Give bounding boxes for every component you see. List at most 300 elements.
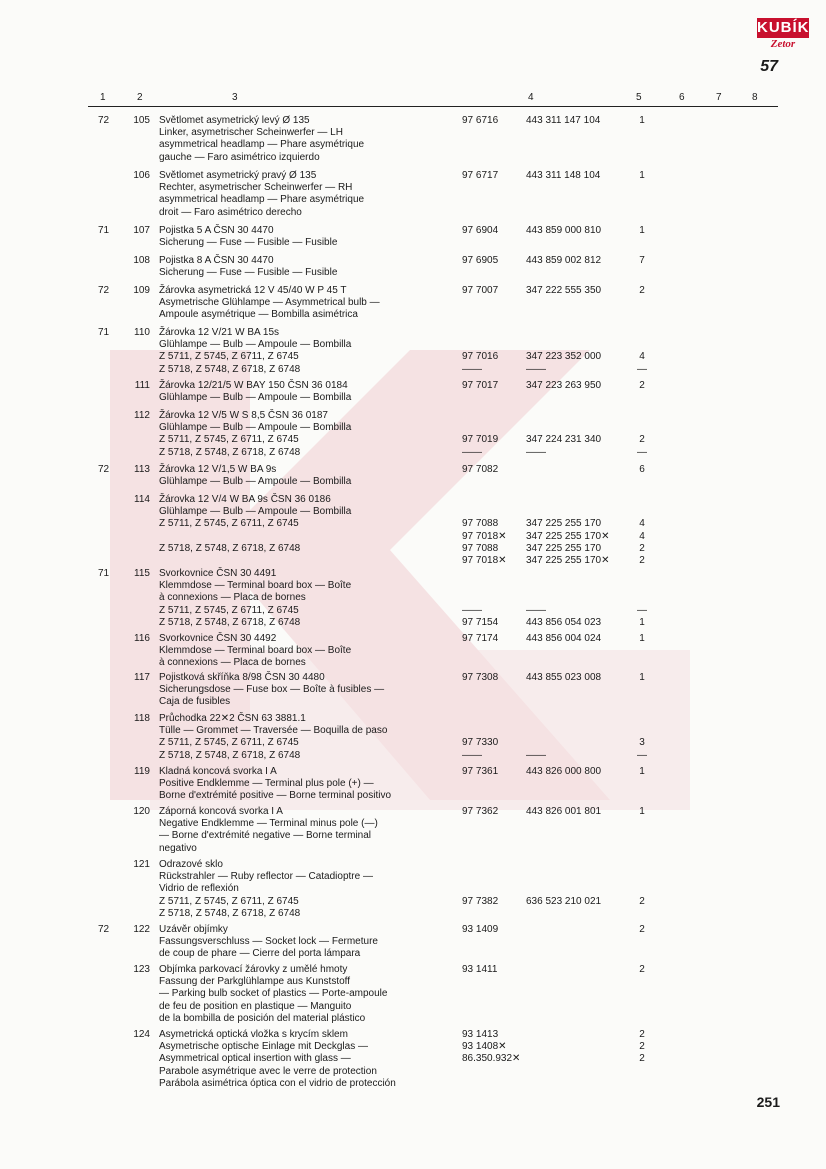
catalog-number-line: 347 225 255 170 [526,542,602,554]
quantity [632,225,652,237]
illustration-number: 71 [98,568,110,579]
part-description [159,285,459,322]
part-number [462,170,518,182]
part-number [462,410,518,459]
part-description-line: Světlomet asymetrický pravý Ø 135 [159,170,317,181]
part-description [159,806,459,855]
catalog-number-line [526,580,626,592]
part-description-line: Parabole asymétrique avec le verre de protection [159,1065,377,1077]
part-number-line: 86.350.932✕ [462,1053,521,1065]
part-description-line: Pojistka 5 A ČSN 30 4470 [159,225,274,236]
part-description [159,672,459,709]
quantity-line: 6 [639,464,645,475]
part-description-line: Sicherung — Fuse — Fusible — Fusible [159,237,338,249]
part-description-line: Asymetrische optische Einlage mit Deckglas — [159,1041,368,1053]
part-description-line: Tülle — Grommet — Traversée — Boquilla de paso [159,725,388,737]
quantity-line: 2 [639,924,645,935]
quantity [632,633,652,645]
part-number-line: 97 7016 [462,351,499,363]
part-number-line: 97 6716 [462,115,499,126]
part-description-line: Rechter, asymetrischer Scheinwerfer — RH [159,182,353,194]
item-number: 112 [134,410,150,421]
catalog-number-line: 347 224 231 340 [526,434,602,446]
quantity [632,285,652,297]
catalog-number [526,633,626,645]
catalog-number-line: 443 859 002 812 [526,255,602,266]
part-description [159,964,459,1025]
catalog-number-line [526,494,626,506]
part-description-line: Světlomet asymetrický levý Ø 135 [159,115,310,126]
part-description-line: de coup de phare — Cierre del porta lámpara [159,948,361,960]
quantity-line [632,580,652,592]
sheet-number: 57 [760,58,778,75]
quantity [632,327,652,376]
illustration-number: 71 [98,327,110,338]
item-number: 123 [133,964,150,975]
catalog-number-line [526,506,626,518]
part-description-line: Objímka parkovací žárovky z umělé hmoty [159,964,348,975]
part-description [159,410,459,459]
part-number-line: 97 7361 [462,766,499,777]
quantity-line [632,908,652,920]
brand-logo [757,18,809,60]
catalog-number-line [526,327,626,339]
part-description [159,766,459,803]
quantity [632,672,652,684]
part-description-line: Žárovka 12 V/5 W S 8,5 ČSN 36 0187 [159,410,328,421]
part-number [462,766,518,778]
part-description-line: Pojistka 8 A ČSN 30 4470 [159,255,274,266]
part-number-line: 97 7382 [462,895,499,907]
catalog-number-line [526,410,626,422]
catalog-number-line: 347 222 555 350 [526,285,602,296]
catalog-number [526,713,626,762]
quantity-line: 2 [639,895,645,907]
catalog-number-line: 636 523 210 021 [526,895,602,907]
part-number-line [462,339,518,351]
part-description-line: Asymetrische Glühlampe — Asymmetrical bulb — [159,297,380,309]
illustration-number: 72 [98,924,110,935]
quantity [632,964,652,976]
page-number: 251 [756,1094,780,1110]
item-number: 111 [134,380,150,391]
quantity-line: 2 [639,1053,645,1065]
part-description-line: Z 5718, Z 5748, Z 6718, Z 6748 [159,363,301,375]
quantity-line: 2 [639,285,645,296]
catalog-number-line [526,871,626,883]
part-description-line: Parábola asimétrica óptica con el vidrio de protección [159,1077,396,1089]
part-number-line: 97 7019 [462,434,499,446]
part-description-line: Z 5711, Z 5745, Z 6711, Z 6745 [159,351,299,363]
item-number: 116 [134,633,150,644]
column-header-3: 3 [232,92,238,103]
part-description-line: Průchodka 22✕2 ČSN 63 3881.1 [159,713,306,724]
quantity-line: 1 [639,672,645,683]
quantity-line [632,568,652,580]
part-number-line: 97 7174 [462,633,499,644]
catalog-number [526,225,626,237]
item-number: 108 [133,255,150,266]
quantity-line: — [637,749,647,761]
part-description-line: Rückstrahler — Ruby reflector — Catadioptre — [159,871,373,883]
part-description-line: Z 5718, Z 5748, Z 6718, Z 6748 [159,542,301,554]
illustration-number: 72 [98,464,110,475]
catalog-number-line: 443 826 000 800 [526,766,602,777]
part-number [462,1029,521,1066]
quantity [632,464,652,476]
quantity-line: 2 [639,1029,645,1040]
part-number-line: —— [462,363,482,375]
part-number [462,964,518,976]
catalog-number-line: 347 223 263 950 [526,380,602,391]
part-description-line: de la bombilla de posición del material plástico [159,1012,366,1024]
part-number [462,225,518,237]
quantity-line: 4 [639,518,645,530]
part-description [159,225,459,249]
catalog-number [526,115,626,127]
catalog-number [526,255,626,267]
catalog-number [526,568,626,629]
part-description-line: Z 5711, Z 5745, Z 6711, Z 6745 [159,737,299,749]
part-description-line: Z 5718, Z 5748, Z 6718, Z 6748 [159,616,301,628]
part-description-line: Vidrio de reflexión [159,883,239,895]
item-number: 119 [134,766,150,777]
part-description [159,255,459,279]
catalog-number-line [526,883,626,895]
part-description [159,633,459,670]
item-number: 110 [134,327,150,338]
part-number-line: 93 1409 [462,924,499,935]
part-number-line: 97 7018✕ [462,554,507,566]
part-description-line: Pojistková skříňka 8/98 ČSN 30 4480 [159,672,325,683]
item-number: 106 [133,170,150,181]
catalog-number-line [526,464,626,476]
quantity-line: 2 [639,554,645,566]
part-number-line [462,410,518,422]
quantity-line [632,713,652,725]
column-header-4: 4 [528,92,534,103]
catalog-number [526,924,626,936]
part-description-line: Glühlampe — Bulb — Ampoule — Bombilla [159,476,352,488]
quantity [632,115,652,127]
part-number-line: 97 7308 [462,672,499,683]
item-number: 113 [134,464,150,475]
part-description [159,464,459,488]
part-description-line: Borne d'extrémité positive — Borne terminal positivo [159,790,392,802]
quantity-line: — [637,363,647,375]
part-number-line [462,422,518,434]
quantity [632,924,652,936]
part-description-line: Negative Endklemme — Terminal minus pole (—) [159,818,378,830]
quantity-line: 3 [639,737,645,749]
part-description-line: Linker, asymetrischer Scheinwerfer — LH [159,127,343,139]
part-description-line: à connexions — Placa de bornes [159,592,306,604]
catalog-number-line: 347 223 352 000 [526,351,602,363]
part-description-line: — Parking bulb socket of plastics — Porte-ampoule [159,988,388,1000]
catalog-number [526,285,626,297]
item-number: 117 [134,672,150,683]
part-description-line: Z 5711, Z 5745, Z 6711, Z 6745 [159,604,299,616]
quantity-line: 2 [639,434,645,446]
part-number-line: 97 7007 [462,285,499,296]
catalog-number-line: 443 856 004 024 [526,633,602,644]
part-number-line: 97 7082 [462,464,499,475]
part-description-line: Z 5718, Z 5748, Z 6718, Z 6748 [159,907,301,919]
part-number-line: 97 7018✕ [462,530,507,542]
catalog-number [526,672,626,684]
part-description [159,115,459,164]
catalog-number-line [526,725,626,737]
part-description-line: Svorkovnice ČSN 30 4492 [159,633,277,644]
catalog-number-line [526,422,626,434]
catalog-number [526,766,626,778]
part-description-line: Z 5711, Z 5745, Z 6711, Z 6745 [159,518,299,530]
quantity [632,568,652,629]
item-number: 121 [133,859,150,870]
quantity-line: — [637,446,647,458]
part-number-line: —— [462,604,482,616]
quantity-line [632,871,652,883]
part-description-line: Fassung der Parkglühlampe aus Kunststoff [159,976,351,988]
part-description [159,1029,459,1090]
part-description-line: Uzávěr objímky [159,924,228,935]
part-description [159,859,459,920]
catalog-number [526,806,626,818]
part-number [462,806,518,818]
part-number-line: 97 6717 [462,170,499,181]
quantity [632,380,652,392]
quantity [632,806,652,818]
quantity [632,494,652,567]
part-number-line: —— [462,446,482,458]
part-number-line: 93 1408✕ [462,1041,507,1053]
catalog-number [526,494,626,567]
part-number-line [462,883,518,895]
part-description-line: Glühlampe — Bulb — Ampoule — Bombilla [159,392,352,404]
catalog-number-line: 443 311 148 104 [526,170,601,181]
catalog-number-line: 443 855 023 008 [526,672,602,683]
quantity [632,713,652,762]
part-number-line [462,725,518,737]
catalog-number-line [526,1029,626,1041]
column-header-7: 7 [716,92,722,103]
part-number-line: 97 7017 [462,380,499,391]
part-description-line: asymmetrical headlamp — Phare asymétrique [159,139,365,151]
logo-sub: Zetor [770,38,796,50]
quantity [632,255,652,267]
part-number-line: 97 7088 [462,518,499,530]
catalog-number-line [526,339,626,351]
part-description [159,327,459,376]
part-description-line: Asymetrická optická vložka s krycím sklem [159,1029,348,1040]
catalog-number-line: —— [526,446,546,458]
catalog-number-line [526,964,626,976]
part-description [159,170,459,219]
part-description [159,380,459,404]
part-description-line: Žárovka 12 V/4 W BA 9s ČSN 36 0186 [159,494,331,505]
part-number [462,859,518,920]
part-description-line: Caja de fusibles [159,696,231,708]
catalog-number-line: 347 225 255 170 [526,518,602,530]
part-description-line: Žárovka 12/21/5 W BAY 150 ČSN 36 0184 [159,380,348,391]
part-description-line: Glühlampe — Bulb — Ampoule — Bombilla [159,506,352,518]
quantity-line [632,859,652,871]
catalog-number [526,410,626,459]
part-number-line [462,713,518,725]
part-description [159,568,459,629]
catalog-number-line: —— [526,363,546,375]
quantity-line: 2 [639,1041,645,1053]
part-description-line: à connexions — Placa de bornes [159,657,306,669]
quantity-line [632,339,652,351]
item-number: 118 [134,713,150,724]
part-number-line: 97 7154 [462,616,499,628]
part-number-line [462,568,518,580]
catalog-number-line [526,924,626,936]
part-number [462,633,518,645]
part-number-line [462,580,518,592]
part-number [462,568,518,629]
item-number: 109 [133,285,150,296]
item-number: 107 [133,225,150,236]
quantity [632,859,652,920]
quantity [632,410,652,459]
item-number: 115 [134,568,150,579]
part-description-line: Sicherungsdose — Fuse box — Boîte à fusibles — [159,684,385,696]
part-description-line: Ampoule asymétrique — Bombilla asimétrica [159,309,358,321]
part-number [462,285,518,297]
part-description-line: Z 5711, Z 5745, Z 6711, Z 6745 [159,434,299,446]
catalog-number-line: —— [526,749,546,761]
part-description-line: Záporná koncová svorka I A [159,806,283,817]
quantity [632,766,652,778]
catalog-number-line [526,737,626,749]
quantity-line: 4 [639,530,645,542]
catalog-number [526,464,626,476]
quantity-line: 1 [639,806,645,817]
part-number-line [462,327,518,339]
part-number-line: 97 7330 [462,737,499,749]
catalog-number-line [526,859,626,871]
illustration-number: 71 [98,225,110,236]
quantity-line [632,725,652,737]
illustration-number: 72 [98,115,110,126]
part-description-line: Z 5718, Z 5748, Z 6718, Z 6748 [159,446,301,458]
quantity-line: 1 [639,766,645,777]
part-description [159,494,459,555]
catalog-number-line: —— [526,604,546,616]
quantity-line [632,506,652,518]
part-number-line [462,506,518,518]
item-number: 114 [134,494,150,505]
header-rule [88,106,778,107]
part-description-line: Z 5711, Z 5745, Z 6711, Z 6745 [159,895,299,907]
part-number-line: 97 6904 [462,225,499,236]
part-number-line: —— [462,749,482,761]
part-number-line [462,494,518,506]
part-number [462,713,518,762]
part-number-line: 97 6905 [462,255,499,266]
part-description-line: Klemmdose — Terminal board box — Boîte [159,580,352,592]
quantity-line [632,422,652,434]
part-description-line: Žárovka 12 V/21 W BA 15s [159,327,280,338]
quantity-line: 1 [639,170,645,181]
part-number-line [462,871,518,883]
quantity-line: 2 [639,380,645,391]
quantity-line: 1 [639,225,645,236]
part-number-line [462,859,518,871]
quantity [632,1029,652,1066]
part-description-line: Fassungsverschluss — Socket lock — Fermeture [159,936,378,948]
catalog-number [526,859,626,920]
part-number [462,115,518,127]
part-description-line: de feu de position en plastique — Manguito [159,1000,352,1012]
catalog-number-line: 443 826 001 801 [526,806,602,817]
part-number [462,924,518,936]
item-number: 122 [133,924,150,935]
column-header-2: 2 [137,92,143,103]
quantity-line [632,494,652,506]
part-number [462,327,518,376]
part-description-line: Svorkovnice ČSN 30 4491 [159,568,277,579]
catalog-number [526,170,626,182]
column-header-6: 6 [679,92,685,103]
quantity-line [632,883,652,895]
quantity-line: 1 [639,115,645,126]
catalog-number-line: 443 859 000 810 [526,225,602,236]
part-number [462,464,518,476]
quantity-line: 2 [639,964,645,975]
part-number-line [462,908,518,920]
item-number: 120 [133,806,150,817]
part-description [159,924,459,961]
quantity-line: — [637,604,647,616]
part-description-line: negativo [159,842,197,854]
catalog-number-line [526,713,626,725]
part-number-line: 93 1411 [462,964,498,975]
column-header-5: 5 [636,92,642,103]
catalog-number-line: 347 225 255 170✕ [526,530,610,542]
quantity-line: 7 [639,255,645,266]
catalog-number [526,327,626,376]
part-description-line: Glühlampe — Bulb — Ampoule — Bombilla [159,339,352,351]
part-number [462,672,518,684]
quantity-line [632,327,652,339]
column-header-1: 1 [100,92,106,103]
catalog-number-line: 443 856 054 023 [526,616,602,628]
part-description-line: Klemmdose — Terminal board box — Boîte [159,645,352,657]
part-description-line: Positive Endklemme — Terminal plus pole (+) — [159,778,374,790]
catalog-number-line [526,568,626,580]
part-description-line [159,531,459,543]
part-number-line: 97 7362 [462,806,499,817]
part-description-line: Kladná koncová svorka I A [159,766,277,777]
part-description-line: gauche — Faro asimétrico izquierdo [159,151,320,163]
quantity-line: 1 [639,633,645,644]
part-description-line: — Borne d'extrémité negative — Borne terminal [159,830,372,842]
part-description-line: Žárovka asymetrická 12 V 45/40 W P 45 T [159,285,347,296]
part-description-line: Sicherung — Fuse — Fusible — Fusible [159,267,338,279]
part-number [462,255,518,267]
logo-brand: KUBÍK [757,19,810,36]
part-description-line: Glühlampe — Bulb — Ampoule — Bombilla [159,422,352,434]
illustration-number: 72 [98,285,110,296]
part-description-line: Žárovka 12 V/1,5 W BA 9s [159,464,277,475]
part-description-line: asymmetrical headlamp — Phare asymétrique [159,194,365,206]
part-number-line: 93 1413 [462,1029,499,1040]
part-number-line [462,592,518,604]
catalog-number-line [526,592,626,604]
